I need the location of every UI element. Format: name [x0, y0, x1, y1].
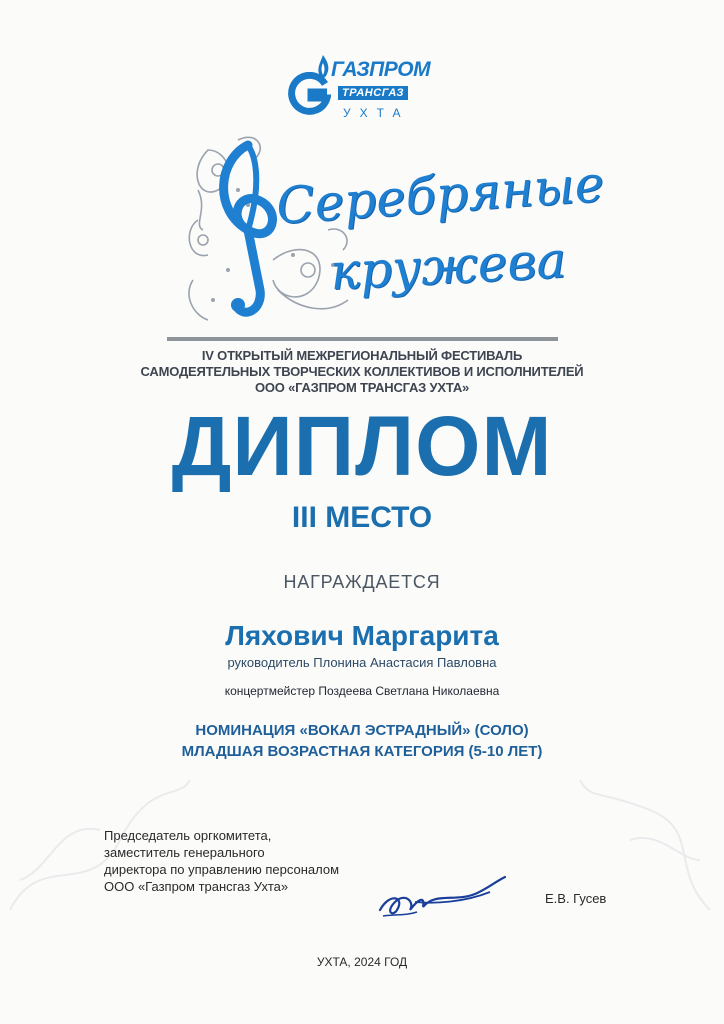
signatory-line2: заместитель генерального	[104, 845, 265, 860]
recipient-name: Ляхович Маргарита	[225, 620, 499, 651]
logo-sub-text: ТРАНСГАЗ	[338, 86, 408, 100]
logo-city-text: УХТА	[343, 106, 410, 120]
logo-g-emblem	[287, 72, 331, 116]
accompanist-line: концертмейстер Поздеева Светлана Николаевна	[224, 684, 500, 698]
divider-rule	[167, 337, 558, 341]
nomination-line: НОМИНАЦИЯ «ВОКАЛ ЭСТРАДНЫЙ» (СОЛО)	[195, 722, 529, 739]
festival-info-line1: IV ОТКРЫТЫЙ МЕЖРЕГИОНАЛЬНЫЙ ФЕСТИВАЛЬ	[201, 348, 523, 363]
signatory-title-block	[104, 827, 339, 895]
background-ornament-right	[560, 770, 720, 930]
gazprom-logo	[287, 50, 437, 130]
document-title: ДИПЛОМ	[171, 399, 553, 493]
awarded-label: НАГРАЖДАЕТСЯ	[283, 572, 441, 592]
handwritten-signature	[375, 872, 515, 922]
age-category-line: МЛАДШАЯ ВОЗРАСТНАЯ КАТЕГОРИЯ (5-10 ЛЕТ)	[181, 743, 543, 760]
place-label: III МЕСТО	[291, 501, 433, 534]
signatory-line3: директора по управлению персоналом	[104, 862, 340, 877]
signatory-line1: Председатель оргкомитета,	[104, 828, 272, 843]
logo-main-text: ГАЗПРОМ	[331, 58, 431, 81]
festival-info-line3: ООО «ГАЗПРОМ ТРАНСГАЗ УХТА»	[254, 380, 470, 395]
treble-clef-lace-ornament	[178, 130, 548, 335]
footer-place-year: УХТА, 2024 ГОД	[316, 955, 408, 969]
festival-info-line2: САМОДЕЯТЕЛЬНЫХ ТВОРЧЕСКИХ КОЛЛЕКТИВОВ И ИСПОЛНИТЕЛЕЙ	[140, 364, 584, 379]
signatory-name: Е.В. Гусев	[545, 891, 607, 906]
festival-script-title-line1: Серебряные	[274, 154, 606, 236]
leader-line: руководитель Плонина Анастасия Павловна	[227, 655, 497, 670]
festival-script-title-line2: кружева	[328, 230, 568, 302]
signatory-line4: ООО «Газпром трансгаз Ухта»	[104, 879, 289, 894]
